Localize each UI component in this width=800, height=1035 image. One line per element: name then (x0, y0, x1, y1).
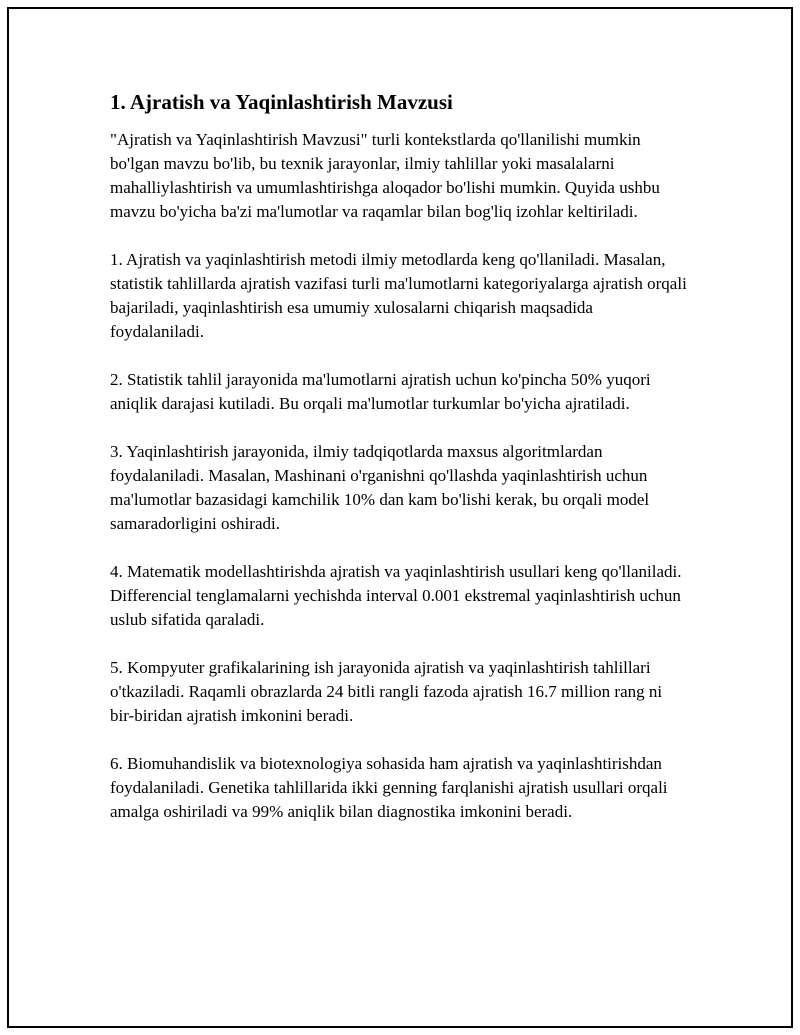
paragraph-4: 4. Matematik modellashtirishda ajratish va yaqinlashtirish usullari keng qo'llaniladi. Differencial tenglamalarni yechishda interval 0.001 ekstremal yaqinlashtirish uchun uslub sifatida qaraladi. (110, 562, 682, 629)
paragraph-1: 1. Ajratish va yaqinlashtirish metodi ilmiy metodlarda keng qo'llaniladi. Masalan, statistik tahlillarda ajratish vazifasi turli ma'lumotlarni kategoriyalarga ajratish orqali bajariladi, yaqinlashtirish esa umumiy xulosalarni chiqarish maqsadida foydalaniladi. (110, 250, 687, 341)
document-title: 1. Ajratish va Yaqinlashtirish Mavzusi (110, 90, 453, 114)
paragraph-6: 6. Biomuhandislik va biotexnologiya sohasida ham ajratish va yaqinlashtirishdan foydalaniladi. Genetika tahlillarida ikki genning farqlanishi ajratish usullari orqali amalga oshiriladi va 99% aniqlik bilan diagnostika imkonini beradi. (110, 754, 668, 821)
paragraph-2: 2. Statistik tahlil jarayonida ma'lumotlarni ajratish uchun ko'pincha 50% yuqori aniqlik darajasi kutiladi. Bu orqali ma'lumotlar turkumlar bo'yicha ajratiladi. (110, 370, 651, 413)
paragraph-5: 5. Kompyuter grafikalarining ish jarayonida ajratish va yaqinlashtirish tahlillari o'tkaziladi. Raqamli obrazlarda 24 bitli rangli fazoda ajratish 16.7 million rang ni bir-biridan ajratish imkonini beradi. (110, 658, 663, 725)
paragraph-3: 3. Yaqinlashtirish jarayonida, ilmiy tadqiqotlarda maxsus algoritmlardan foydalaniladi. Masalan, Mashinani o'rganishni qo'llashda yaqinlashtirish uchun ma'lumotlar bazasidagi kamchilik 10% dan kam bo'lishi kerak, bu orqali model samaradorligini oshiradi. (110, 442, 650, 533)
intro-paragraph: "Ajratish va Yaqinlashtirish Mavzusi" turli kontekstlarda qo'llanilishi mumkin bo'lgan mavzu bo'lib, bu texnik jarayonlar, ilmiy tahlillar yoki masalalarni mahalliylashtirish va umumlashtirishga aloqador bo'lishi mumkin. Quyida ushbu mavzu bo'yicha ba'zi ma'lumotlar va raqamlar bilan bog'liq izohlar keltiriladi. (110, 130, 660, 221)
document-body (110, 88, 690, 848)
